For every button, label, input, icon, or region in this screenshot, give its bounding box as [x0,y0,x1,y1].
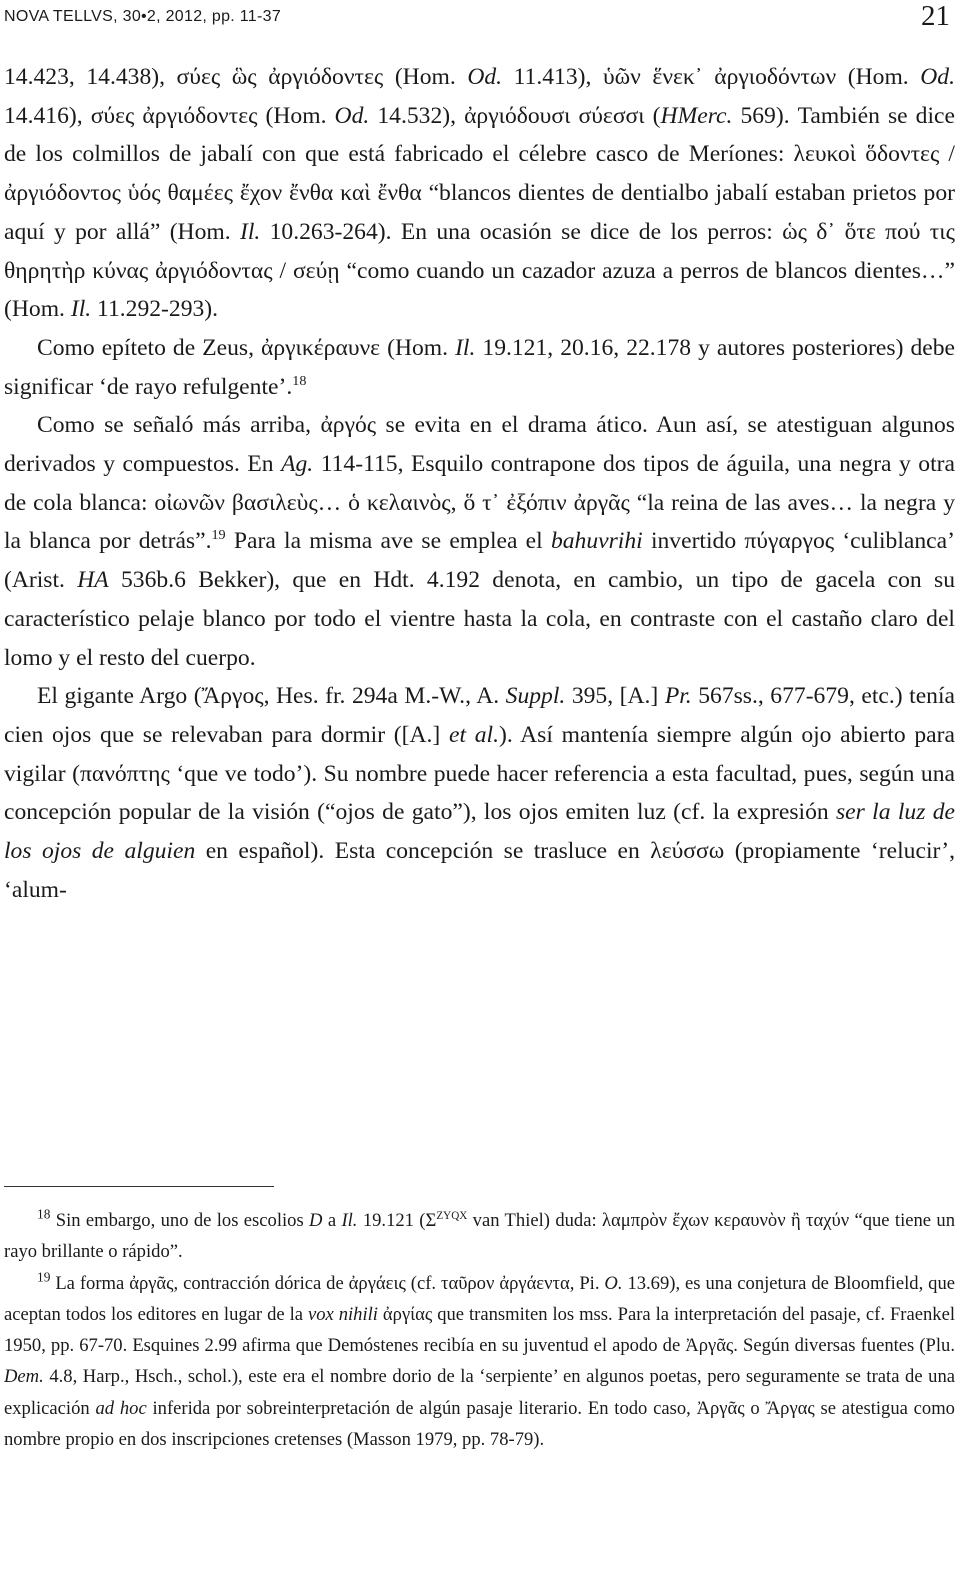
journal-citation: NOVA TELLVS, 30•2, 2012, pp. 11-37 [4,8,282,25]
italic-text: et al. [449,721,499,748]
text-segment: 4.8, Harp., Hsch., schol.), este era el nombre dorio de la ‘serpiente’ en algunos poetas, pero seguramente se trata de una explicación [4,1366,955,1419]
text-segment: en español). Esta concepción se trasluce en λεύσσω (propiamente ‘relucir’, ‘alum- [4,838,955,903]
text-segment: 10.263-264). En una ocasión se dice de los perros: ὡς δ᾽ ὅτε πού τις θηρητὴρ κύνας ἀργιόδοντας / σεύῃ “como cuando un cazador azuza a perros de blancos dientes…” (Hom. [4,218,955,323]
text-segment: Como se señaló más arriba, ἀργός se evita en el drama ático. Aun así, se atestiguan algunos derivados y compuestos. En [4,412,955,478]
text-segment: 19.121, 20.16, 22.178 y autores posteriores) debe significar ‘de rayo refulgente’. [4,334,955,400]
text-segment: 567ss., 677-679, etc.) tenía cien ojos que se relevaban para dormir ([A.] [4,683,955,748]
text-segment: 11.413), ὑῶν ἕνεκ᾽ ἀργιοδόντων (Hom. [502,64,921,90]
superscript: 18 [292,372,307,389]
text-segment: invertido πύγαργος ‘culiblanca’ (Arist. [4,528,955,594]
text-segment: inferida por sobreinterpretación de algún pasaje literario. En todo caso, Ἀργᾶς o Ἄργας se atestigua como nombre propio en dos inscripciones cretenses (Masson 1979, pp. 78-79). [4,1397,955,1451]
text-segment: El gigante Argo (Ἄργος, Hes. fr. 294a M.-W., A. [37,683,506,710]
italic-text: Il. [70,296,92,323]
text-segment: 114-115, Esquilo contrapone dos tipos de águila, una negra y otra de cola blanca: οἰωνῶν βασιλεὺς… ὁ κελαινὸς, ὅ τ᾽ ἐξόπιν ἀργᾶς “la reina de las aves… la negra y la blanca por detrás”. [4,451,955,555]
italic-text: Od. [334,102,370,129]
italic-text: Dem. [4,1366,44,1388]
body-text [4,58,955,909]
italic-text: Il. [239,218,261,245]
text-segment: 536b.6 Bekker), que en Hdt. 4.192 denota, en cambio, un tipo de gacela con su característico pelaje blanco por todo el vientre hasta la cola, en contraste con el castaño claro del lomo y el resto del cuerpo. [4,567,955,671]
italic-text: Suppl. [505,683,566,710]
italic-text: Il. [341,1210,358,1231]
text-segment: a [322,1210,342,1231]
italic-text: Od. [920,64,955,90]
paragraph [4,329,955,406]
text-segment: 395, [A.] [565,683,665,710]
text-segment: Sin embargo, uno de los escolios [50,1210,310,1231]
italic-text: Ag. [281,451,314,478]
superscript: 19 [211,527,226,544]
italic-text: O. [604,1272,623,1294]
footnote-marker: 19 [37,1269,51,1285]
paragraph [4,58,955,329]
footnote-separator [4,1186,274,1187]
text-segment: 569). También se dice de los colmillos de jabalí con que está fabricado el célebre casco de Meríones: λευκοὶ ὅδοντες / ἀργιόδοντος ὑός θαμέες ἔχον ἔνθα καὶ ἔνθα “blancos dientes de dentialbo jabalí estaban prietos por aquí y por allá” (Hom. [4,102,955,245]
italic-text: Il. [455,334,476,361]
text-segment: 11.292-293). [91,296,219,323]
text-segment: ἀργίας que transmiten los mss. Para la interpretación del pasaje, cf. Fraenkel 1950, pp. 67-70. Esquines 2.99 afirma que Demóstenes recibía en su juventud el apodo de Ἀργᾶς. Según diversas fuentes (Plu. [4,1303,955,1357]
text-segment: 14.532), ἀργιόδουσι σύεσσι ( [369,102,661,129]
paragraph [4,677,955,909]
superscript: ZYQX [436,1209,468,1222]
italic-text: HMerc. [660,102,733,129]
italic-text: Od. [467,64,503,90]
text-segment: 14.423, 14.438), σύες ὣς ἀργιόδοντες (Hom. [4,64,468,90]
footnotes [4,1205,955,1455]
footnote-marker: 18 [37,1206,51,1222]
text-segment: La forma ἀργᾶς, contracción dórica de ἀργάεις (cf. ταῦρον ἀργάεντα, Pi. [50,1272,605,1294]
italic-text: Pr. [664,683,692,710]
text-segment: van Thiel) duda: λαμπρὸν ἔχων κεραυνὸν ἢ ταχύν “que tiene un rayo brillante o rápido”. [4,1210,955,1263]
footnote-18 [4,1205,955,1268]
text-segment: 13.69), es una conjetura de Bloomfield, que aceptan todos los editores en lugar de la [4,1272,955,1325]
text-segment: ). Así mantenía siempre algún ojo abierto para vigilar (πανόπτης ‘que ve todo’). Su nombre puede hacer referencia a esta facultad, pues, según una concepción popular de la visión (“ojos de gato”), los ojos emiten luz (cf. la expresión [4,721,955,826]
italic-text: D [309,1210,323,1231]
text-segment: 14.416), σύες ἀργιόδοντες (Hom. [4,102,335,129]
text-segment: 19.121 (Σ [357,1210,437,1231]
text-segment: Para la misma ave se emplea el [225,528,551,555]
italic-text: ad hoc [95,1397,147,1419]
footnote-19 [4,1268,955,1456]
page-number: 21 [921,0,950,32]
italic-text: vox nihili [307,1303,378,1325]
italic-text: HA [77,567,109,594]
text-segment: Como epíteto de Zeus, ἀργικέραυνε (Hom. [37,334,456,361]
italic-text: bahuvrihi [550,528,643,555]
italic-text: ser la luz de los ojos de alguien [4,799,955,865]
paragraph [4,406,955,677]
